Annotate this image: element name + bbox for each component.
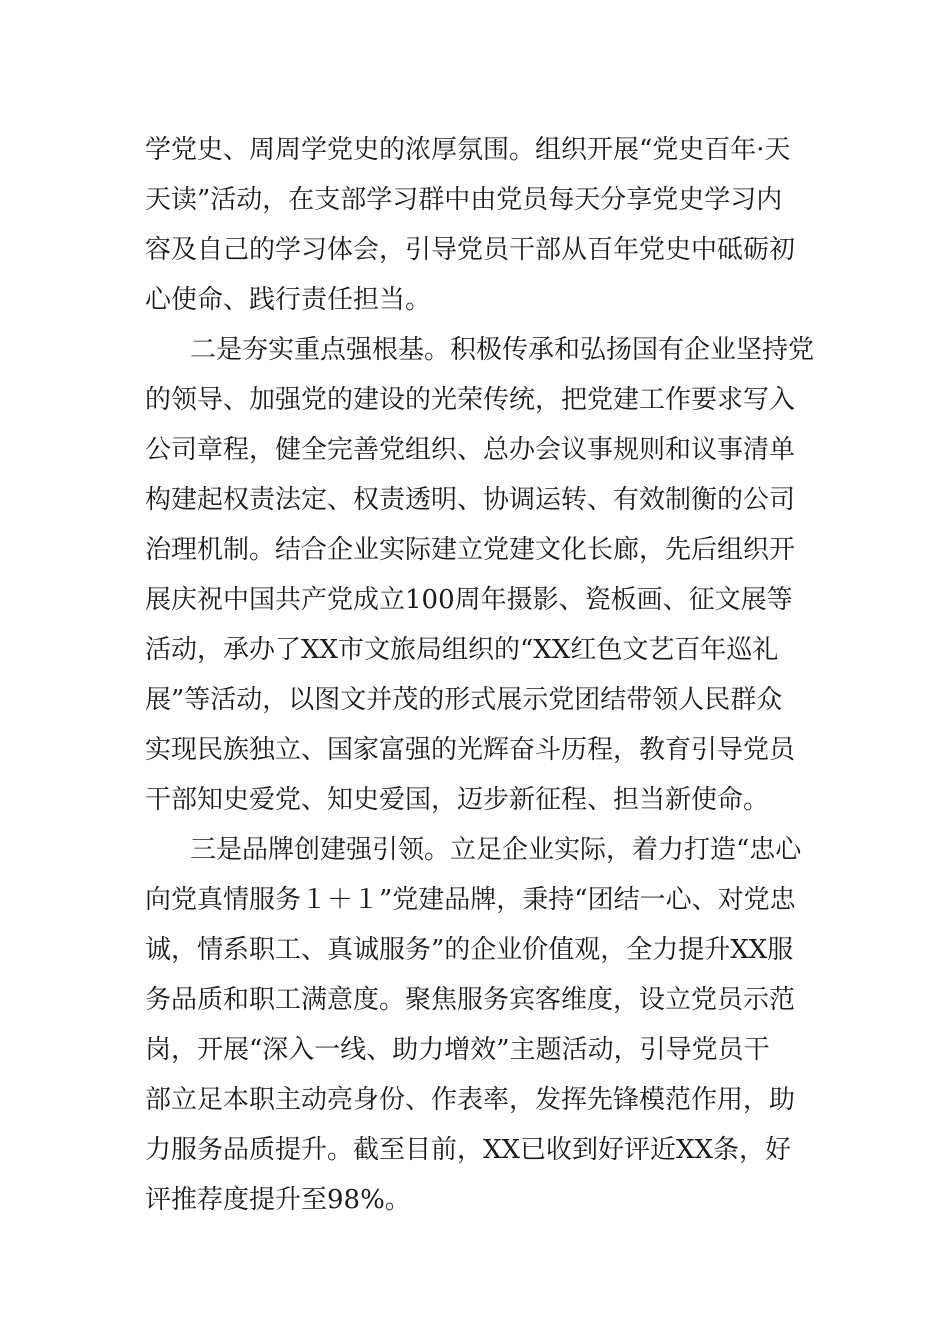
text-line: 实现民族独立、国家富强的光辉奋斗历程，教育引导党员 xyxy=(145,735,796,765)
text-line: 干部知史爱党、知史爱国，迈步新征程、担当新使命。 xyxy=(145,785,770,815)
text-line: 容及自己的学习体会，引导党员干部从百年党史中砥砺初 xyxy=(145,235,796,265)
text-line: 活动，承办了XX市文旅局组织的“XX红色文艺百年巡礼 xyxy=(145,635,779,665)
text-line: 展”等活动，以图文并茂的形式展示党团结带领人民群众 xyxy=(145,685,783,715)
text-line: 力服务品质提升。截至目前，XX已收到好评近XX条，好 xyxy=(145,1135,792,1165)
text-line: 天读”活动，在支部学习群中由党员每天分享党史学习内 xyxy=(145,185,783,215)
text-line: 公司章程，健全完善党组织、总办会议事规则和议事清单 xyxy=(145,435,796,465)
text-line: 务品质和职工满意度。聚焦服务宾客维度，设立党员示范 xyxy=(145,985,796,1015)
text-line: 诚，情系职工、真诚服务”的企业价值观，全力提升XX服 xyxy=(145,935,794,965)
paragraph-3-first-line: 三是品牌创建强引领。立足企业实际，着力打造“忠心 xyxy=(190,835,802,865)
text-line: 心使命、践行责任担当。 xyxy=(145,285,432,315)
text-line: 学党史、周周学党史的浓厚氛围。组织开展“党史百年·天 xyxy=(145,135,791,165)
text-line: 展庆祝中国共产党成立100周年摄影、瓷板画、征文展等 xyxy=(145,585,793,615)
text-line: 评推荐度提升至98%。 xyxy=(145,1185,411,1215)
text-line: 治理机制。结合企业实际建立党建文化长廊，先后组织开 xyxy=(145,535,796,565)
text-line: 构建起权责法定、权责透明、协调运转、有效制衡的公司 xyxy=(145,485,796,515)
text-line: 部立足本职主动亮身份、作表率，发挥先锋模范作用，助 xyxy=(145,1085,796,1115)
text-line: 岗，开展“深入一线、助力增效”主题活动，引导党员干 xyxy=(145,1035,770,1065)
paragraph-2-first-line: 二是夯实重点强根基。积极传承和弘扬国有企业坚持党 xyxy=(190,335,815,365)
text-line: 向党真情服务１＋１”党建品牌，秉持“团结一心、对党忠 xyxy=(145,885,796,915)
text-line: 的领导、加强党的建设的光荣传统，把党建工作要求写入 xyxy=(145,385,796,415)
